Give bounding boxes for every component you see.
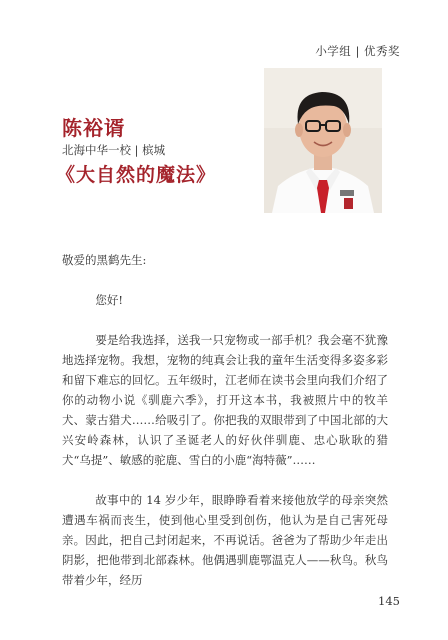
author-photo	[264, 68, 382, 213]
letter-salutation: 敬爱的黑鹤先生:	[62, 253, 147, 267]
essay-title: 《大自然的魔法》	[56, 164, 217, 186]
body-paragraph: 要是给我选择，送我一只宠物或一部手机？我会毫不犹豫地选择宠物。我想，宠物的纯真会让我的童年生活变得多姿多彩和留下难忘的回忆。五年级时，江老师在读书会里向我们介绍了你的动物小说《驯鹿六季》，打开这本书，我被照片中的牧羊犬、蒙古猎犬……给吸引了。你把我的双眼带到了中国北部的大兴安岭森林，认识了圣诞老人的好伙伴驯鹿、忠心耿耿的猎犬“乌提”、敏感的驼鹿、雪白的小鹿“海特薇”……	[62, 333, 388, 467]
letter-greeting: 您好!	[95, 293, 123, 307]
award-category: 小学组 | 优秀奖	[315, 44, 400, 58]
page-number: 145	[378, 594, 400, 608]
letter-body	[62, 250, 388, 610]
author-school: 北海中华一校 | 槟城	[62, 143, 166, 157]
body-paragraph: 故事中的 14 岁少年，眼睁睁看着来接他放学的母亲突然遭遇车祸而丧生，使到他心里受到创伤，他认为是自己害死母亲。因此，把自己封闭起来，不再说话。爸爸为了帮助少年走出阴影，把他带到北部森林。他偶遇驯鹿鄂温克人——秋鸟。秋鸟带着少年，经历	[62, 493, 388, 587]
author-name: 陈裕谞	[62, 116, 125, 140]
